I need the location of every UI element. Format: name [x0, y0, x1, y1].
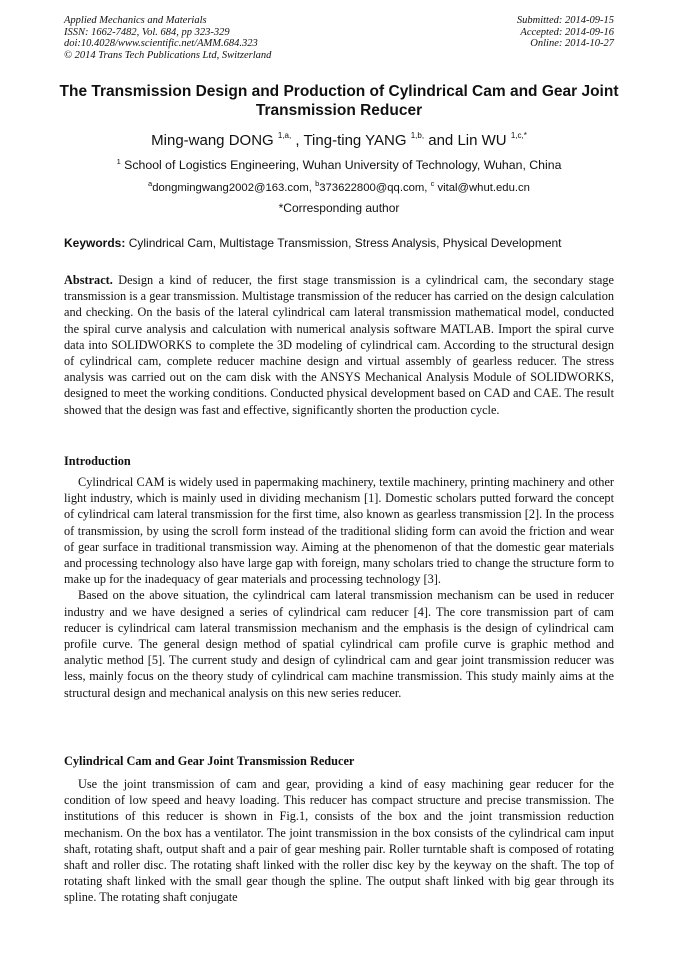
doi-line: doi:10.4028/www.scientific.net/AMM.684.323: [64, 38, 258, 49]
author-list: [0, 131, 678, 149]
email-link[interactable]: vital@whut.edu.cn: [434, 182, 530, 194]
online-date: Online: 2014-10-27: [530, 38, 614, 49]
corresponding-note: *Corresponding author: [278, 201, 400, 215]
keywords-label: Keywords:: [64, 236, 126, 250]
keywords: [64, 236, 614, 250]
affiliation-sup: 1: [116, 157, 121, 166]
author-sup: 1,a,: [277, 131, 292, 140]
email-list: [0, 179, 678, 194]
abstract: [64, 272, 614, 418]
accepted-date: Accepted: 2014-09-16: [520, 26, 614, 38]
abstract-text: Design a kind of reducer, the first stage transmission is a cylindrical cam, the secondary stage transmission is a gear transmission. Multistage transmission of the reducer has carried on the design calculation and checking. On the basis of the lateral cylindrical cam lateral transmission mathematical model, conducted the spiral curve analysis and calculation with numerical analysis software MATLAB. Import the spiral curve data into SOLIDWORKS to complete the 3D modeling of cylindrical cam. According to the structural design of cylindrical cam, complete reducer machine design and virtual assembly of gearless reducer. The stress analysis was carried out on the cam disk with the ANSYS Mechanical Analysis Module of SOLIDWORKS, designed to meet the working conditions. Conducted physical development based on CAD and CAE. The result showed that the design was fast and effective, significantly shorten the production cycle.: [64, 273, 614, 417]
email-sup: c: [430, 179, 435, 188]
affiliation: [0, 157, 678, 172]
journal-name: Applied Mechanics and Materials: [64, 15, 207, 26]
journal-info: [64, 15, 271, 61]
keywords-text: Cylindrical Cam, Multistage Transmission, Stress Analysis, Physical Development: [125, 236, 562, 250]
dates-info: [517, 15, 614, 50]
submitted-date: Submitted: 2014-09-15: [516, 15, 614, 26]
paper-title: The Transmission Design and Production of Cylindrical Cam and Gear Joint Transmission Reducer: [59, 83, 619, 119]
email-link[interactable]: dongmingwang2002@163.com,: [152, 182, 316, 194]
author-sup: 1,b,: [410, 131, 425, 140]
author-separator: ,: [291, 132, 304, 149]
paragraph: Based on the above situation, the cylindrical cam lateral transmission mechanism can be used in reducer industry and we have designed a series of cylindrical cam reducer [4]. The core transmission part of cam reducer is cylindrical cam lateral transmission mechanism and the emphasis is the design of cylindrical cam profile curve. The general design method of spatial cylindrical cam profile curve is graphic method and analytic method [5]. The current study and design of cylindrical cam and gear joint transmission reducer was less, mainly focus on the theory study of cylindrical cam machine transmission. This study mainly aims at the structural design and mechanical analysis on this new series reducer.: [64, 588, 614, 700]
copyright-line: © 2014 Trans Tech Publications Ltd, Switzerland: [64, 49, 272, 61]
paragraph: Use the joint transmission of cam and gear, providing a kind of easy machining gear reducer for the condition of low speed and heavy loading. This reducer has compact structure and precise transmission. The institutions of this reducer is shown in Fig.1, consists of the box and the joint transmission reduction mechanism. On the box has a ventilator. The joint transmission in the box consists of the cylindrical cam input shaft, rotating shaft, output shaft and a pair of gear meshing pair. Roller turntable shaft is composed of rotating shaft and roller disc. The rotating shaft linked with the roller disc key by the keyway on the shaft. The top of rotating shaft linked with the small gear though the spline. The output shaft linked with big gear through its spline. The rotating shaft conjugate: [64, 777, 614, 905]
email-sup: b: [315, 179, 320, 188]
introduction-body: [64, 474, 614, 701]
email-link[interactable]: 373622800@qq.com,: [319, 182, 431, 194]
author-separator: and: [424, 132, 458, 149]
section-heading-introduction: Introduction: [64, 454, 131, 468]
author-name: Ming-wang DONG: [151, 132, 274, 149]
issn-line: ISSN: 1662-7482, Vol. 684, pp 323-329: [64, 26, 230, 38]
author-name: Lin WU: [457, 132, 507, 149]
section-heading-cam-gear: Cylindrical Cam and Gear Joint Transmission Reducer: [64, 754, 355, 768]
section2-body: [64, 776, 614, 906]
email-sup: a: [148, 179, 153, 188]
author-sup: 1,c,*: [510, 131, 527, 140]
paragraph: Cylindrical CAM is widely used in papermaking machinery, textile machinery, printing machinery and other light industry, which is mainly used in dividing mechanism [1]. Domestic scholars putted forward the concept of cylindrical cam lateral transmission for the first time, also known as gearless transmission [2]. In the process of transmission, by using the scroll form instead of the traditional sliding form can avoid the friction and wear of gear surface in traditional transmission way. Aiming at the phenomenon of that the domestic gear materials and processing technology also have large gap with foreign, many scholars tried to change the structure form to make up for the inadequacy of gear materials and processing technology [3].: [64, 475, 614, 587]
abstract-label: Abstract.: [64, 273, 113, 287]
author-name: Ting-ting YANG: [303, 132, 407, 149]
affiliation-text: School of Logistics Engineering, Wuhan University of Technology, Wuhan, China: [120, 158, 562, 172]
